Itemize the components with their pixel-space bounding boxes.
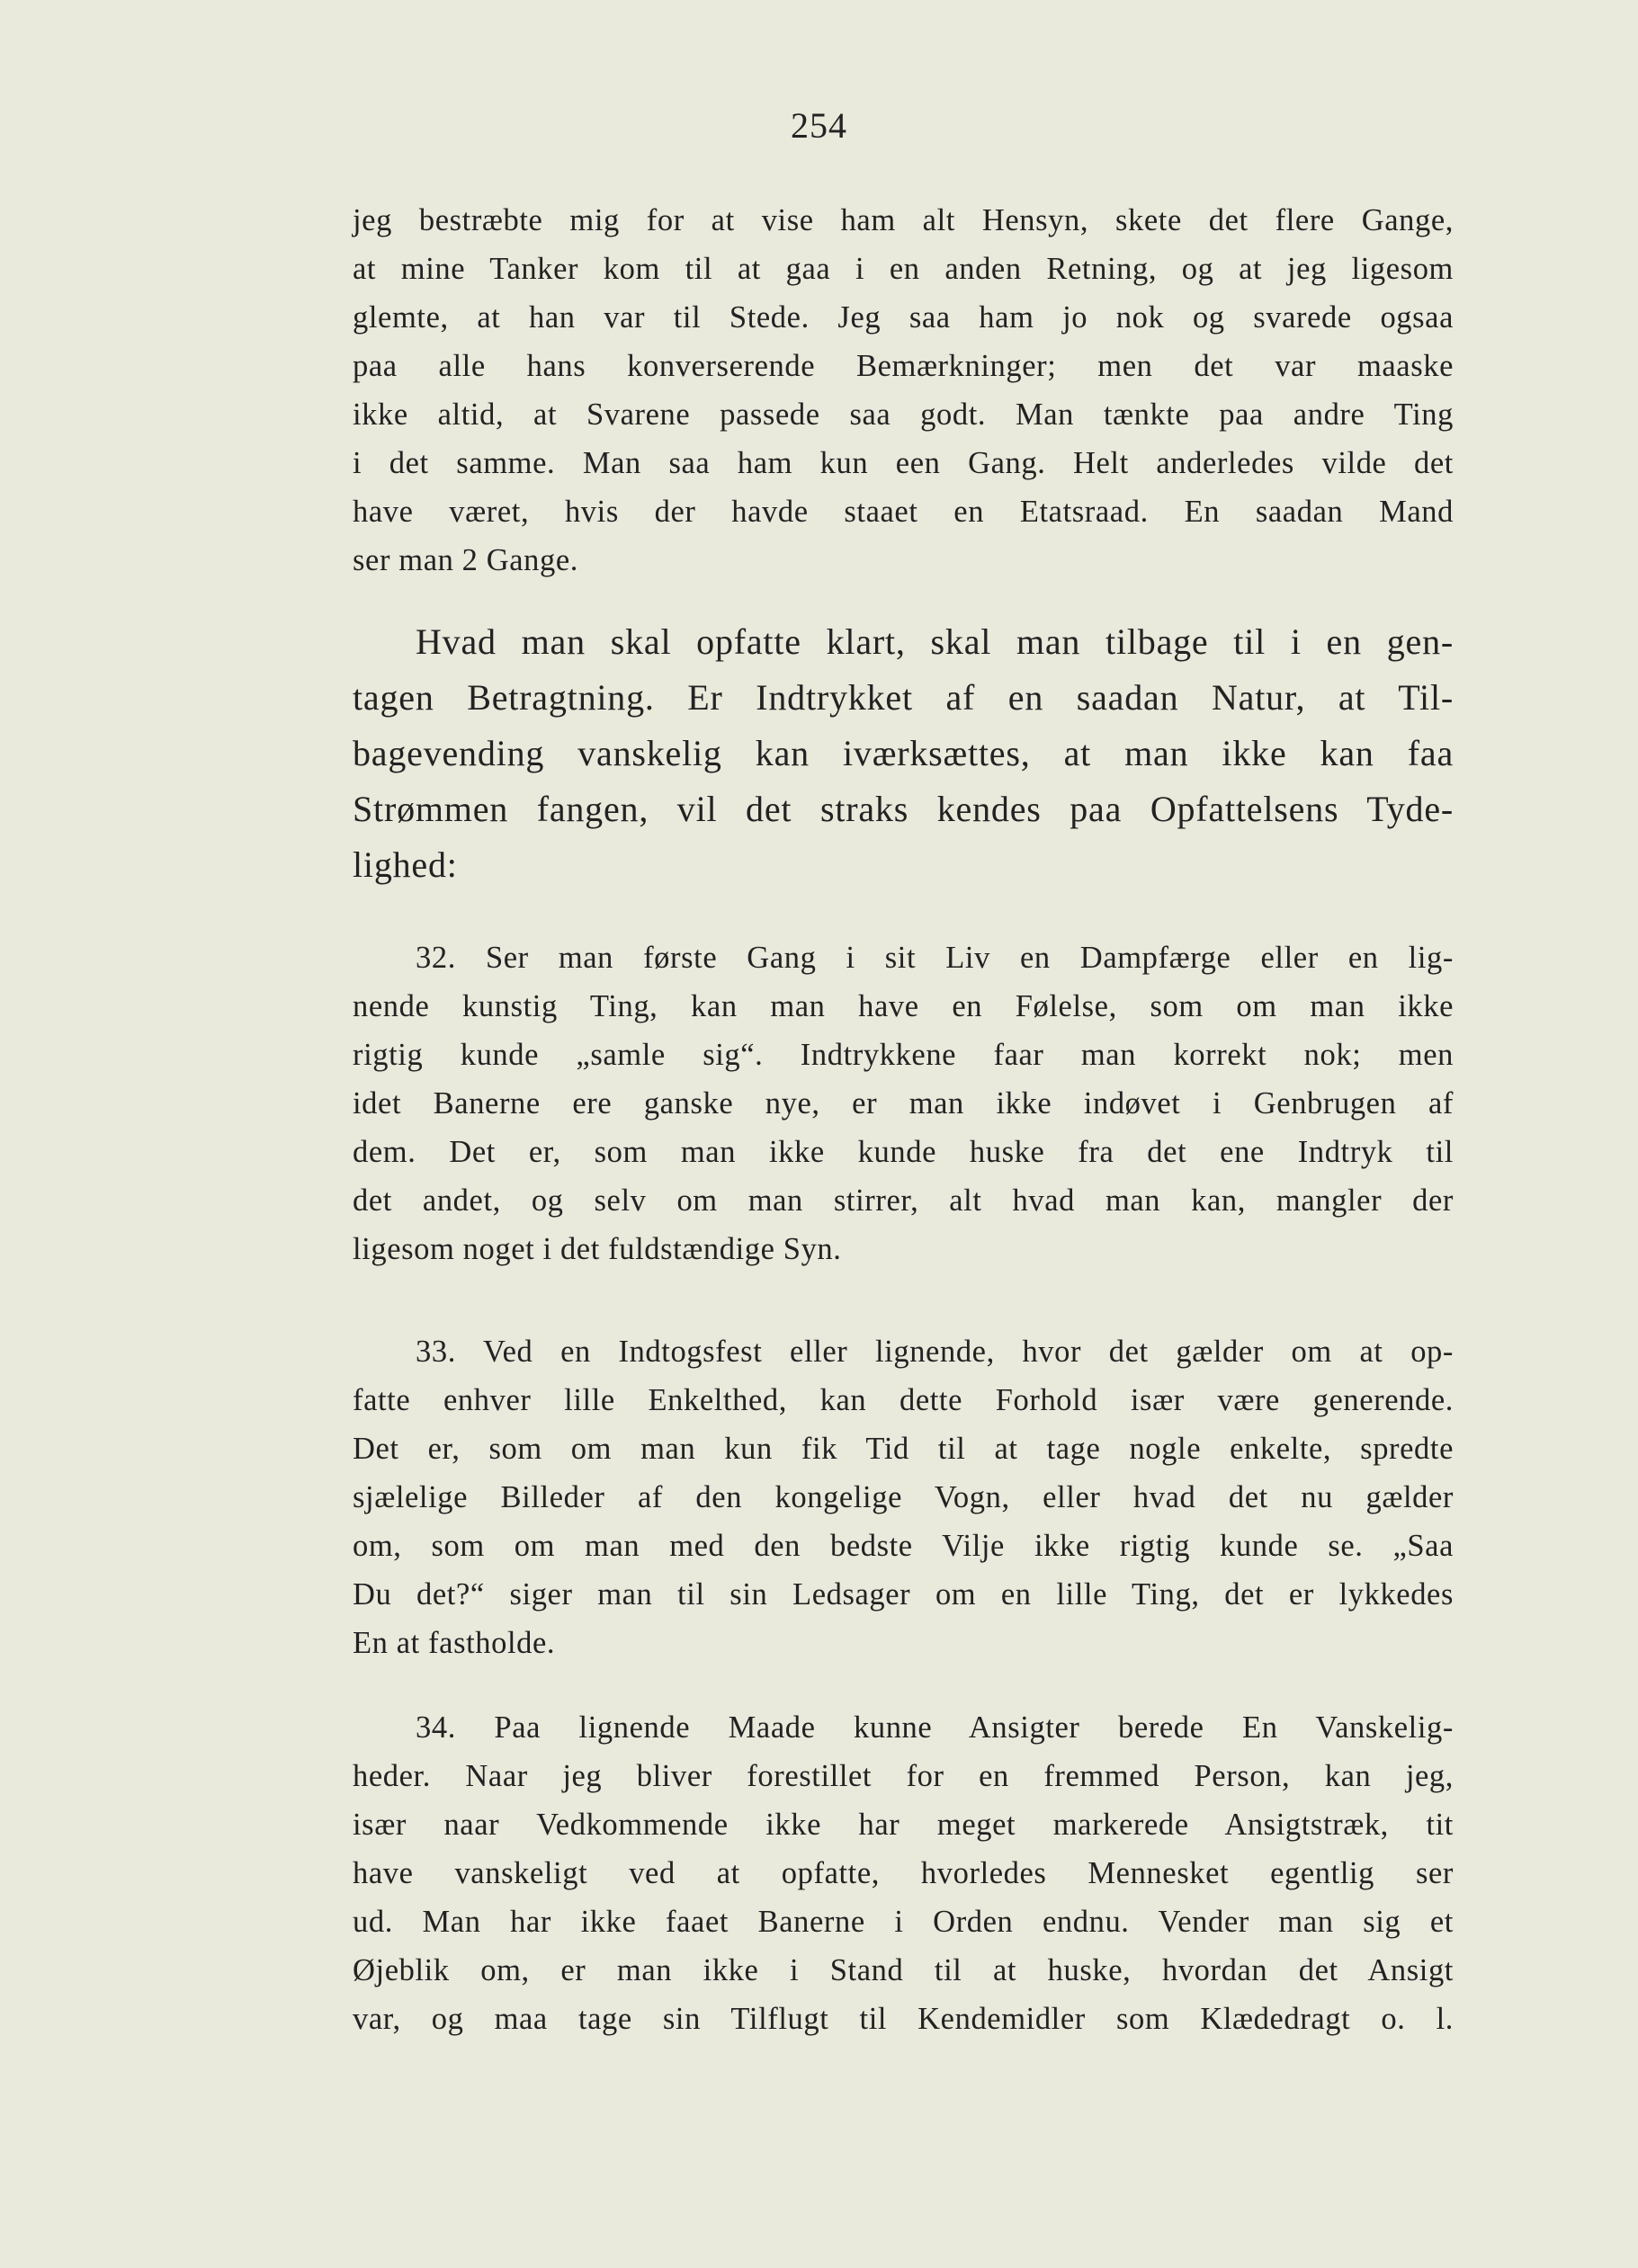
paragraph-34: [353, 1703, 1454, 2043]
text-line: om, som om man med den bedste Vilje ikke rigtig kunde se. „Saa: [353, 1529, 1454, 1563]
paragraph-33: [353, 1327, 1454, 1667]
text-line: Du det?“ siger man til sin Ledsager om en lille Ting, det er lykkedes: [353, 1577, 1454, 1612]
text-line: ligesom noget i det fuldstændige Syn.: [353, 1232, 842, 1266]
text-line: Øjeblik om, er man ikke i Stand til at huske, hvordan det Ansigt: [353, 1953, 1454, 1987]
text-line: have vanskeligt ved at opfatte, hvorledes Mennesket egentlig ser: [353, 1856, 1454, 1890]
text-line: tagen Betragtning. Er Indtrykket af en saadan Natur, at Til-: [353, 677, 1454, 718]
text-line: glemte, at han var til Stede. Jeg saa ham jo nok og svarede ogsaa: [353, 300, 1454, 335]
text-line: især naar Vedkommende ikke har meget markerede Ansigtstræk, tit: [353, 1808, 1454, 1842]
text-line: En at fastholde.: [353, 1626, 556, 1660]
page-number: 254: [791, 105, 847, 146]
text-line: lighed:: [353, 844, 458, 885]
text-line: det andet, og selv om man stirrer, alt hvad man kan, mangler der: [353, 1183, 1454, 1218]
text-line: heder. Naar jeg bliver forestillet for en fremmed Person, kan jeg,: [353, 1759, 1454, 1793]
paragraph-32: [353, 933, 1454, 1273]
text-line: ser man 2 Gange.: [353, 543, 579, 577]
text-line: Det er, som om man kun fik Tid til at tage nogle enkelte, spredte: [353, 1432, 1454, 1466]
text-line: sjælelige Billeder af den kongelige Vogn, eller hvad det nu gælder: [353, 1480, 1454, 1514]
text-line: idet Banerne ere ganske nye, er man ikke indøvet i Genbrugen af: [353, 1086, 1454, 1121]
text-line: nende kunstig Ting, kan man have en Følelse, som om man ikke: [353, 989, 1454, 1023]
text-line: 32. Ser man første Gang i sit Liv en Dampfærge eller en lig-: [416, 941, 1454, 975]
paragraph-2: [353, 614, 1454, 893]
text-line: ikke altid, at Svarene passede saa godt. Man tænkte paa andre Ting: [353, 397, 1454, 432]
text-line: 33. Ved en Indtogsfest eller lignende, hvor det gælder om at op-: [416, 1335, 1454, 1369]
text-line: have været, hvis der havde staaet en Etatsraad. En saadan Mand: [353, 495, 1454, 529]
text-line: var, og maa tage sin Tilflugt til Kendemidler som Klædedragt o. l.: [353, 2002, 1454, 2036]
text-line: Hvad man skal opfatte klart, skal man tilbage til i en gen-: [416, 621, 1454, 662]
text-line: rigtig kunde „samle sig“. Indtrykkene faar man korrekt nok; men: [353, 1038, 1454, 1072]
text-line: fatte enhver lille Enkelthed, kan dette Forhold især være generende.: [353, 1383, 1454, 1417]
paragraph-1: [353, 196, 1454, 585]
text-line: ud. Man har ikke faaet Banerne i Orden endnu. Vender man sig et: [353, 1905, 1454, 1939]
text-line: i det samme. Man saa ham kun een Gang. Helt anderledes vilde det: [353, 446, 1454, 480]
text-line: dem. Det er, som man ikke kunde huske fra det ene Indtryk til: [353, 1135, 1454, 1169]
text-line: at mine Tanker kom til at gaa i en anden Retning, og at jeg ligesom: [353, 252, 1454, 286]
text-line: jeg bestræbte mig for at vise ham alt Hensyn, skete det flere Gange,: [353, 203, 1454, 237]
text-line: 34. Paa lignende Maade kunne Ansigter berede En Vanskelig-: [416, 1710, 1454, 1745]
text-line: Strømmen fangen, vil det straks kendes paa Opfattelsens Tyde-: [353, 789, 1454, 829]
text-line: paa alle hans konverserende Bemærkninger; men det var maaske: [353, 349, 1454, 383]
text-line: bagevending vanskelig kan iværksættes, at man ikke kan faa: [353, 733, 1454, 773]
